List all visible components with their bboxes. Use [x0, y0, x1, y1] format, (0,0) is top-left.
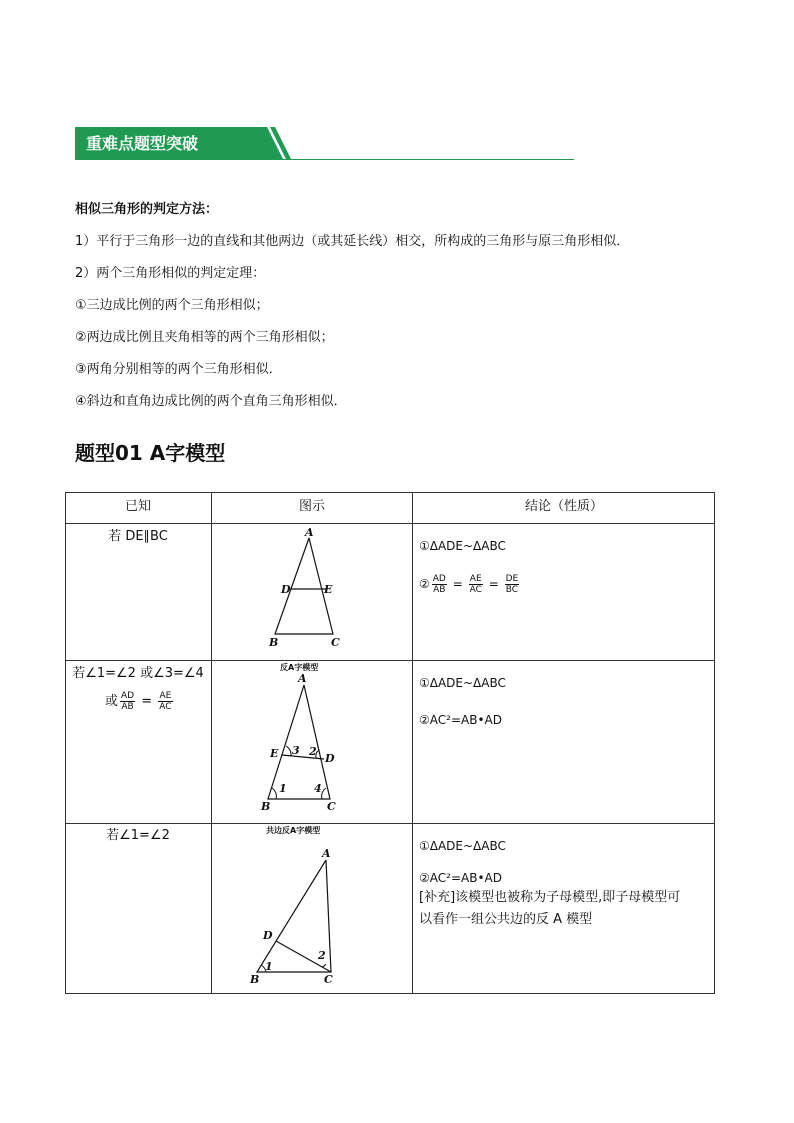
row1-frac-de-bc: $\frac{DE}{BC}$	[505, 574, 519, 595]
header-conclusion: 结论（性质）	[524, 499, 603, 514]
row3-diagram	[212, 824, 412, 994]
row3-conclusion-1: ①ΔADE~ΔABC	[419, 839, 506, 853]
method-item-1: ①三边成比例的两个三角形相似；	[75, 298, 269, 313]
header-known: 已知	[124, 499, 151, 514]
row2-or: 或	[105, 694, 119, 709]
row3-label-2: 2	[318, 949, 326, 962]
row3-label-b: B	[250, 973, 260, 986]
row1-conclusion-2	[419, 574, 521, 595]
row1-frac-ae-ac: $\frac{AE}{AC}$	[469, 574, 482, 595]
row2-label-b: B	[261, 800, 271, 813]
methods-paragraph-2: 2）两个三角形相似的判定定理：	[75, 266, 266, 281]
row2-label-4: 4	[314, 782, 322, 795]
row1-c2-prefix: ②	[419, 577, 430, 591]
row1-frac-ad-ab: $\frac{AD}{AB}$	[432, 574, 446, 595]
row2-label-e: E	[270, 747, 279, 760]
row1-conclusion-1: ①ΔADE~ΔABC	[419, 539, 506, 553]
method-item-2: ②两边成比例且夹角相等的两个三角形相似；	[75, 330, 334, 345]
row1-label-c: C	[331, 636, 340, 649]
row2-label-c: C	[327, 800, 336, 813]
row1-label-d: D	[281, 583, 291, 596]
row2-label-2: 2	[309, 745, 317, 758]
row1-diagram	[212, 524, 412, 660]
section-title: 题型01 A字模型	[75, 441, 226, 465]
method-item-3: ③两角分别相等的两个三角形相似．	[75, 362, 282, 377]
banner-title: 重难点题型突破	[75, 127, 251, 160]
row3-supplement-line-2: 以看作一组公共边的反 A 模型	[419, 912, 593, 927]
row3-known: 若∠1=∠2	[106, 828, 170, 843]
methods-paragraph-1: 1）平行于三角形一边的直线和其他两边（或其延长线）相交，所构成的三角形与原三角形相似．	[75, 234, 630, 249]
row2-label-1: 1	[279, 782, 287, 795]
row1-known: 若 DE∥BC	[108, 529, 168, 544]
row2-known: 若∠1=∠2 或∠3=∠4	[72, 666, 204, 681]
method-item-4: ④斜边和直角边成比例的两个直角三角形相似．	[75, 394, 347, 409]
methods-heading: 相似三角形的判定方法：	[75, 202, 219, 217]
equals-sign: =	[488, 577, 499, 591]
row3-caption: 共边反A字模型	[266, 826, 321, 835]
a-model-table	[65, 492, 715, 994]
row1-label-b: B	[269, 636, 279, 649]
row2-diagram	[212, 661, 412, 823]
section-banner	[75, 127, 575, 161]
banner-underline	[75, 159, 574, 160]
row3-label-d: D	[263, 929, 273, 942]
row2-conclusion-2: ②AC²=AB•AD	[419, 713, 502, 727]
row3-label-a: A	[322, 847, 331, 860]
row2-known-ratio	[105, 691, 175, 712]
row2-frac-ae-ac: $\frac{AE}{AC}$	[159, 691, 172, 712]
banner-chevron	[75, 127, 575, 161]
row3-conclusion-2: ②AC²=AB•AD	[419, 871, 502, 885]
row3-supplement-line-1: [补充]该模型也被称为子母模型,即子母模型可	[419, 890, 681, 905]
row3-label-1: 1	[265, 960, 273, 973]
row1-label-a: A	[305, 526, 314, 539]
row2-label-d: D	[325, 752, 335, 765]
row2-caption: 反A字模型	[280, 663, 319, 672]
row3-label-c: C	[324, 973, 333, 986]
row1-label-e: E	[324, 583, 333, 596]
header-figure: 图示	[298, 499, 325, 514]
row2-frac-ad-ab: $\frac{AD}{AB}$	[121, 691, 135, 712]
row2-label-3: 3	[292, 744, 300, 757]
row2-conclusion-1: ①ΔADE~ΔABC	[419, 676, 506, 690]
row2-label-a: A	[298, 672, 307, 685]
equals-sign: =	[452, 577, 463, 591]
equals-sign: =	[141, 694, 153, 709]
